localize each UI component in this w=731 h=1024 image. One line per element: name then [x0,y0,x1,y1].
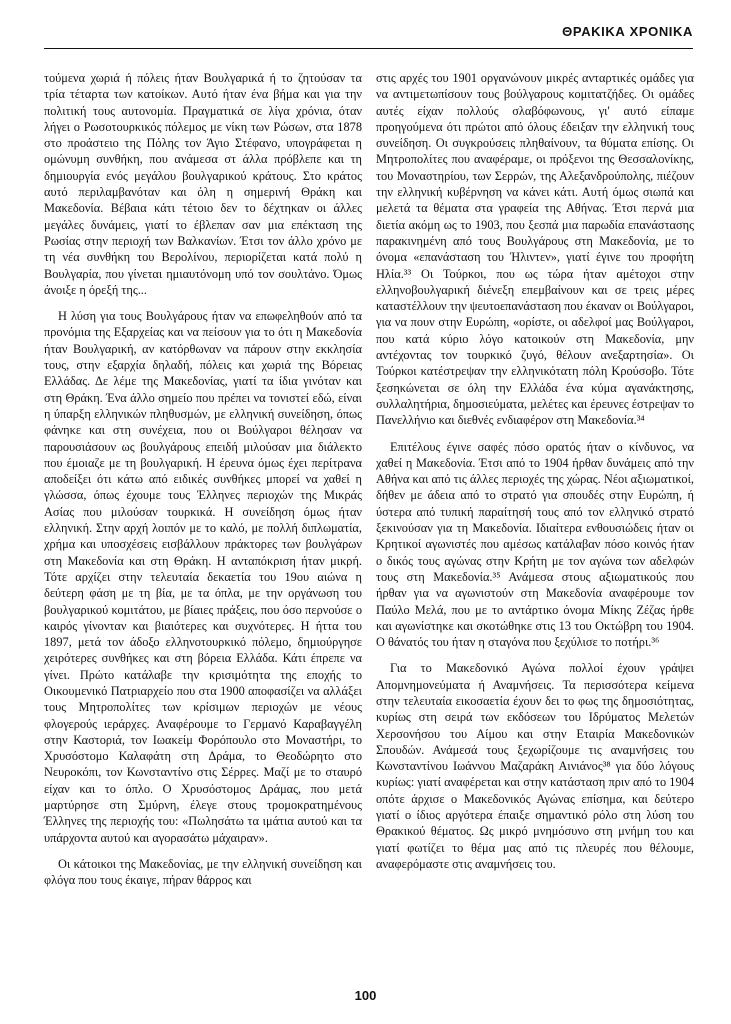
running-header [44,22,693,49]
left-column [44,70,362,899]
paragraph: στις αρχές του 1901 οργανώνουν μικρές ανταρτικές ομάδες για να αντιμετωπίσουν τους βούλγαρους κομιτατζήδες. Οι ομάδες αυτές είχαν πολλούς σλαβόφωνους, γι' αυτό είπαμε προηγούμενα ότι πρώτοι από όλους έδειξαν την ελληνική τους συνείδηση. Οι συγκρούσεις πληθαίνουν, τα θύματα επίσης. Οι Μητροπολίτες που αναφέραμε, οι πρόξενοι της Θεσσαλονίκης, του Μοναστηρίου, των Σερρών, της Αλεξανδρούπολης, πιέζουν την ελληνική κυβέρνηση να κάνει κάτι. Αυτή όμως σιωπά και μελετά τα θέματα στα γραφεία της Αθήνας. Έτσι περνά μια διετία ακόμη ως το 1903, που ξεσπά μια παρωδία επανάστασης παρακινημένη από τους Βουλγάρους στη Μακεδονία, με το όνομα «επανάσταση του Ήλιντεν», γιατί έγινε του προφήτη Ηλία.³³ Οι Τούρκοι, που ως τώρα ήταν αμέτοχοι στην ελληνοβουλγαρική διένεξη επεμβαίνουν και σε τρεις μέρες καταστέλλουν την ψευτοεπανάσταση που έκαναν οι Βούλγαροι, για να πουν στην Ευρώπη, «ορίστε, οι αδελφοί μας Βούλγαροι, που κατά κύριο λόγο κατοικούν στη Μακεδονία, μην αντέχοντας τον τουρκικό ζυγό, θέλουν ανεξαρτησία». Οι Τούρκοι κατέστρεψαν την ελληνικότατη πόλη Κρούσοβο. Τότε ξεσηκώνεται σε όλη την Ελλάδα ένα κύμα αγανάκτησης, συλλαλητήρια, δημοσιεύματα, μελέτες και έρευνες έστρεψαν το Πανελλήνιο και διεθνές ενδιαφέρον στη Μακεδονία.³⁴ [376,71,694,428]
paragraph: Η λύση για τους Βουλγάρους ήταν να επωφεληθούν από τα προνόμια της Εξαρχείας και να πείσουν για το ότι η Μακεδονία ήταν Βουλγαρική, αν κατόρθωναν να πάρουν στην εκκλησία τους, στην εξαρχία δηλαδή, πόλεις και χωριά της Βόρειας Ελλάδας. Δε λέμε της Μακεδονίας, γιατί τα ίδια γινόταν και στη Θράκη. Ένα άλλο σημείο που πρέπει να τονιστεί εδώ, είναι η ύπαρξη ελληνικών πληθυσμών, με ελληνική συνείδηση, όπως φάνηκε και στη συνέχεια, που οι Βούλγαροι θέλησαν να παρουσιάσουν ως βουλγάρους επειδή μιλούσαν μια διάλεκτο που έμοιαζε με τη βουλγαρική. Η έρευνα όμως έχει περίτρανα αποδείξει ότι κάτω από ειδικές συνθήκες μπορεί να χαθεί η γλώσσα, όπως έχουμε τους Έλληνες περιοχών της Μικράς Ασίας που μιλούσαν τουρκικά. Η συνείδηση όμως ήταν ελληνική. Στην αρχή λοιπόν με το καλό, με πολλή διπλωματία, χρήμα και υποσχέσεις εισβάλλουν πράκτορες των βουλγάρων στη Μακεδονία και στη Θράκη. Η ανταπόκριση ήταν μικρή. Τότε αρχίζει στην τελευταία δεκαετία του 19ου αιώνα η δεύτερη φάση με τη βία, με τα όπλα, με την οργάνωση του βουλγαρικού κομιτάτου, με βίαιες πράξεις, που όσο περνούσε ο καιρός γίνονταν και βιαιότερες και συχνότερες. Η ήττα του 1897, μετά τον άδοξο ελληνοτουρκικό πόλεμο, δημιούργησε χειρότερες συνθήκες και στη βόρεια Ελλάδα. Κάτι έπρεπε να γίνει. Πρώτο κατάλαβε την κρισιμότητα της εποχής το Οικουμενικό Πατριαρχείο που στα 1900 αποφασίζει να αλλάξει τους Μητροπολίτες των κρίσιμων περιοχών με νέους φλογερούς ιεράρχες. Αναφέρουμε το Γερμανό Καραβαγγέλη στην Καστοριά, τον Ιωακείμ Φορόπουλο στο Μοναστήρι, το Χρυσόστομο Καλαφάτη στη Δράμα, το Θεοδώρητο στο Νευροκόπι, τον Κωνσταντίνο στις Σέρρες. Μαζί με το σταυρό είχαν και το όπλο. Ο Χρυσόστομος Δράμας, που μετά μαρτύρησε στη Σμύρνη, έλεγε στους τρομοκρατημένους Έλληνες της περιοχής του: «Πωλησάτω τα ιμάτια αυτού και τα υπάρχοντα αυτού και αγορασάτω μάχαιραν». [44,309,362,845]
right-column [376,70,694,882]
journal-title: ΘΡΑΚΙΚΑ ΧΡΟΝΙΚΑ [562,24,693,39]
paragraph: τούμενα χωριά ή πόλεις ήταν Βουλγαρικά ή το ζητούσαν τα τρία τέταρτα των κατοίκων. Αυτό ήταν ένα βήμα και για την πολιτική τους αυτονομία. Πραγματικά σε λίγα χρόνια, όταν λήγει ο Ρωσοτουρκικός πόλεμος με νίκη των Ρώσων, στα 1878 στο προάστειο της Πόλης τον Άγιο Στέφανο, υπογράφεται η ομώνυμη συνθήκη, που ανάμεσα στ άλλα πρόβλεπε και τη δημιουργία ενός μεγάλου βουλγαρικού κράτους. Στο κράτος αυτό περιλαμβανόταν και όλη η σημερινή Θράκη και Μακεδονία. Βέβαια κάτι τέτοιο δεν το δέχτηκαν οι άλλες μεγάλες δυνάμεις, γιατί το έβλεπαν σαν μια επέκταση της Ρωσίας στην περιοχή των Βαλκανίων. Έτσι τον άλλο χρόνο με τη νέα συνθήκη του Βερολίνου, περιορίζεται κατά πολύ η Βουλγαρία, που γίνεται ημιαυτόνομη υπό τον σουλτάνο. Όμως άνοιξε η όρεξή της... [44,71,362,297]
paragraph: Επιτέλους έγινε σαφές πόσο ορατός ήταν ο κίνδυνος, να χαθεί η Μακεδονία. Έτσι από το 1904 ήρθαν δυνάμεις από την Αθήνα και από τις άλλες περιοχές της χώρας. Νέοι αξιωματικοί, δήθεν με άδεια από το στρατό για σπουδές στην Ευρώπη, ή ύστερα από τυπική παραίτησή τους από τον ελληνικό στρατό ξεκινούσαν για τη Μακεδονία. Ιδιαίτερα ενθουσιώδεις ήταν οι Κρητικοί αγωνιστές που αμέσως κατάλαβαν πόσο κοινός ήταν ο δικός τους αγώνας στην Κρήτη με τον αγώνα των αδελφών τους στη Μακεδονία.³⁵ Ανάμεσα στους αξιωματικούς που ήρθαν για να αγωνιστούν στη Μακεδονία αναφέρουμε τον Παύλο Μελά, που με το αντάρτικο όνομα Μίκης Ζέζας ήρθε και αγωνίστηκε και σκοτώθηκε στις 13 του Οκτώβρη του 1904. Ο θάνατός του ήταν η σταγόνα που ξεχύλισε το ποτήρι.³⁶ [376,439,694,650]
paragraph: Οι κάτοικοι της Μακεδονίας, με την ελληνική συνείδηση και φλόγα που τους έκαιγε, πήραν θάρρος και [44,856,362,888]
page-number: 100 [354,988,377,1003]
paragraph: Για το Μακεδονικό Αγώνα πολλοί έχουν γράψει Απομνημονεύματα ή Αναμνήσεις. Τα περισσότερα κείμενα στην τελευταία εικοσαετία έχουν δει το φως της δημοσιότητας, κυρίως στη σειρά των εκδόσεων του Ιδρύματος Μελετών Χερσονήσου του Αίμου και στην Εταιρία Μακεδονικών Σπουδών. Ανάμεσά τους ξεχωρίζουμε τις αναμνήσεις του Κωνσταντίνου Ιωάννου Μαζαράκη Αινιάνος³⁸ για δύο λόγους κυρίως: γιατί αναφέρεται και στην κατάσταση πριν από το 1904 οπότε άρχισε ο Μακεδονικός Αγώνας επίσημα, και δεύτερο γιατί ο ίδιος αργότερα έπαιξε σημαντικό ρόλο στη λύση του Θρακικού θέματος. Ως μικρό μνημόσυνο στη μνήμη του και γιατί φωτίζει το θέμα μας από τις πλευρές που θέλουμε, αναφερόμαστε στις αναμνήσεις του. [376,661,694,871]
